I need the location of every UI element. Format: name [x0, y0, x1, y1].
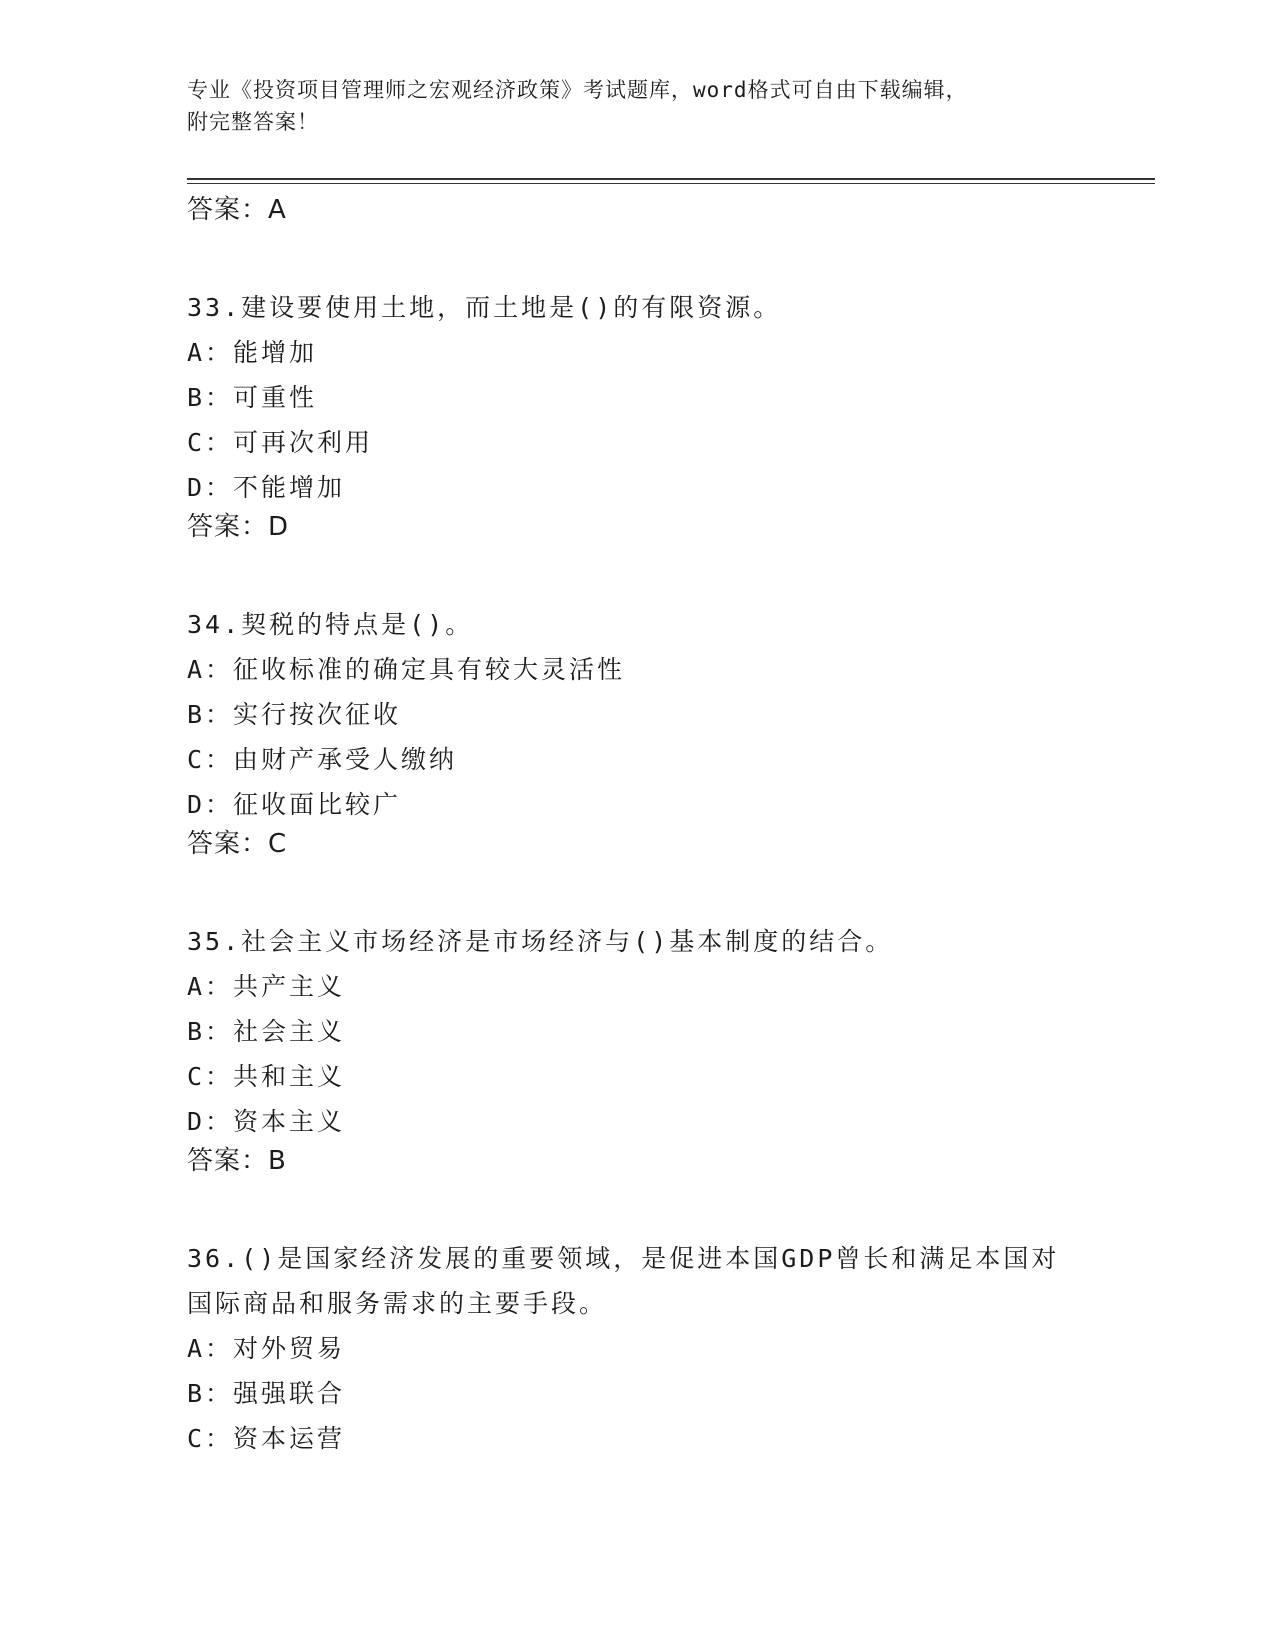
question-text: 33.建设要使用土地，而土地是()的有限资源。: [187, 293, 782, 322]
option-a: A：对外贸易: [187, 1334, 346, 1363]
answer-line: 答案：B: [187, 1146, 287, 1176]
header-line-1: 专业《投资项目管理师之宏观经济政策》考试题库，word格式可自由下载编辑，: [187, 78, 968, 102]
question-list: [187, 193, 1087, 1461]
option-c: C：共和主义: [187, 1062, 346, 1091]
question-text: 36.()是国家经济发展的重要领域，是促进本国GDP曾长和满足本国对: [187, 1244, 1060, 1273]
answer-line: 答案：D: [187, 512, 290, 542]
option-b: B：可重性: [187, 383, 318, 412]
answer-line: 答案：C: [187, 829, 288, 859]
option-a: A：共产主义: [187, 972, 346, 1001]
question-text: 34.契税的特点是()。: [187, 610, 474, 639]
question-35: [187, 919, 1087, 1178]
option-b: B：社会主义: [187, 1017, 346, 1046]
option-c: C：可再次利用: [187, 428, 374, 457]
question-34: [187, 602, 1087, 861]
option-b: B：强强联合: [187, 1379, 346, 1408]
option-d: D：征收面比较广: [187, 790, 402, 819]
option-c: C：资本运营: [187, 1424, 346, 1453]
question-text: 35.社会主义市场经济是市场经济与()基本制度的结合。: [187, 927, 894, 956]
option-d: D：不能增加: [187, 473, 346, 502]
question-33: [187, 285, 1087, 544]
option-d: D：资本主义: [187, 1107, 346, 1136]
option-a: A：能增加: [187, 338, 318, 367]
question-36: [187, 1236, 1087, 1461]
header-line-2: 附完整答案！: [187, 110, 319, 134]
option-b: B：实行按次征收: [187, 700, 402, 729]
question-text-continued: 国际商品和服务需求的主要手段。: [187, 1289, 608, 1318]
answer-line: 答案：A: [187, 195, 287, 225]
option-a: A：征收标准的确定具有较大灵活性: [187, 655, 626, 684]
option-c: C：由财产承受人缴纳: [187, 745, 458, 774]
header-divider: [187, 178, 1155, 184]
document-header: [187, 74, 1087, 138]
